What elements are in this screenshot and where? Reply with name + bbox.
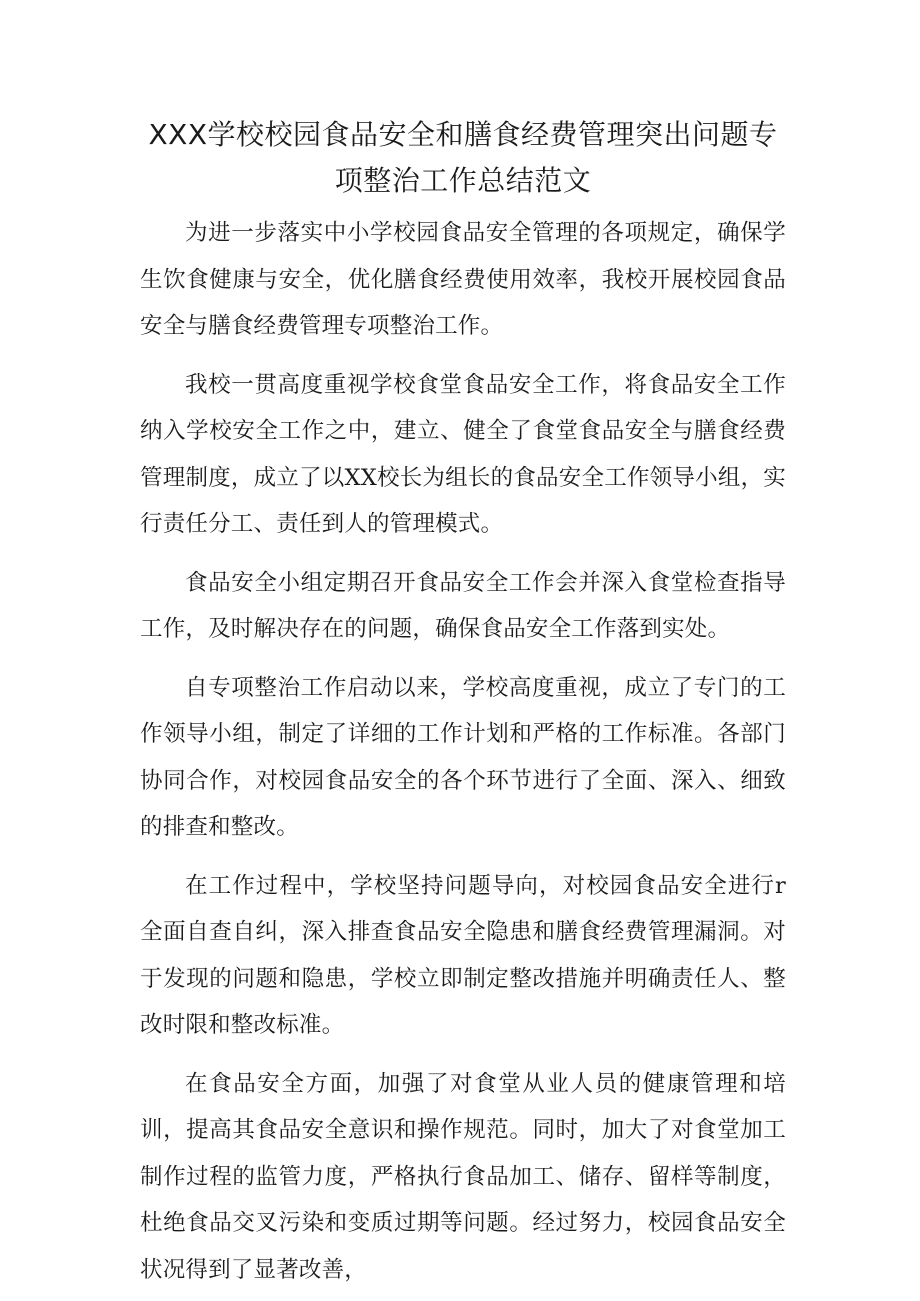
paragraph-4: 自专项整治工作启动以来，学校高度重视，成立了专门的工作领导小组，制定了详细的工作计划和严格的工作标准。各部门协同合作，对校园食品安全的各个环节进行了全面、深入、细致的排查和整改。 bbox=[140, 674, 786, 840]
document-title: XXX学校校园食品安全和膳食经费管理突出问题专项整治工作总结范文 bbox=[148, 118, 778, 197]
paragraph-2: 我校一贯高度重视学校食堂食品安全工作，将食品安全工作纳入学校安全工作之中，建立、健全了食堂食品安全与膳食经费管理制度，成立了以XX校长为组长的食品安全工作领导小组，实行责任分工、责任到人的管理模式。 bbox=[140, 371, 786, 537]
paragraph-6: 在食品安全方面，加强了对食堂从业人员的健康管理和培训，提高其食品安全意识和操作规范。同时，加大了对食堂加工制作过程的监管力度，严格执行食品加工、储存、留样等制度，杜绝食品交叉污染和变质过期等问题。经过努力，校园食品安全状况得到了显著改善， bbox=[140, 1070, 786, 1283]
paragraph-1: 为进一步落实中小学校园食品安全管理的各项规定，确保学生饮食健康与安全，优化膳食经费使用效率，我校开展校园食品安全与膳食经费管理专项整治工作。 bbox=[140, 220, 786, 339]
paragraph-3: 食品安全小组定期召开食品安全工作会并深入食堂检查指导工作，及时解决存在的问题，确保食品安全工作落到实处。 bbox=[140, 569, 786, 642]
paragraph-5: 在工作过程中，学校坚持问题导向，对校园食品安全进行r全面自查自纠，深入排查食品安全隐患和膳食经费管理漏洞。对于发现的问题和隐患，学校立即制定整改措施并明确责任人、整改时限和整改标准。 bbox=[140, 872, 786, 1038]
document-body bbox=[140, 210, 786, 1293]
